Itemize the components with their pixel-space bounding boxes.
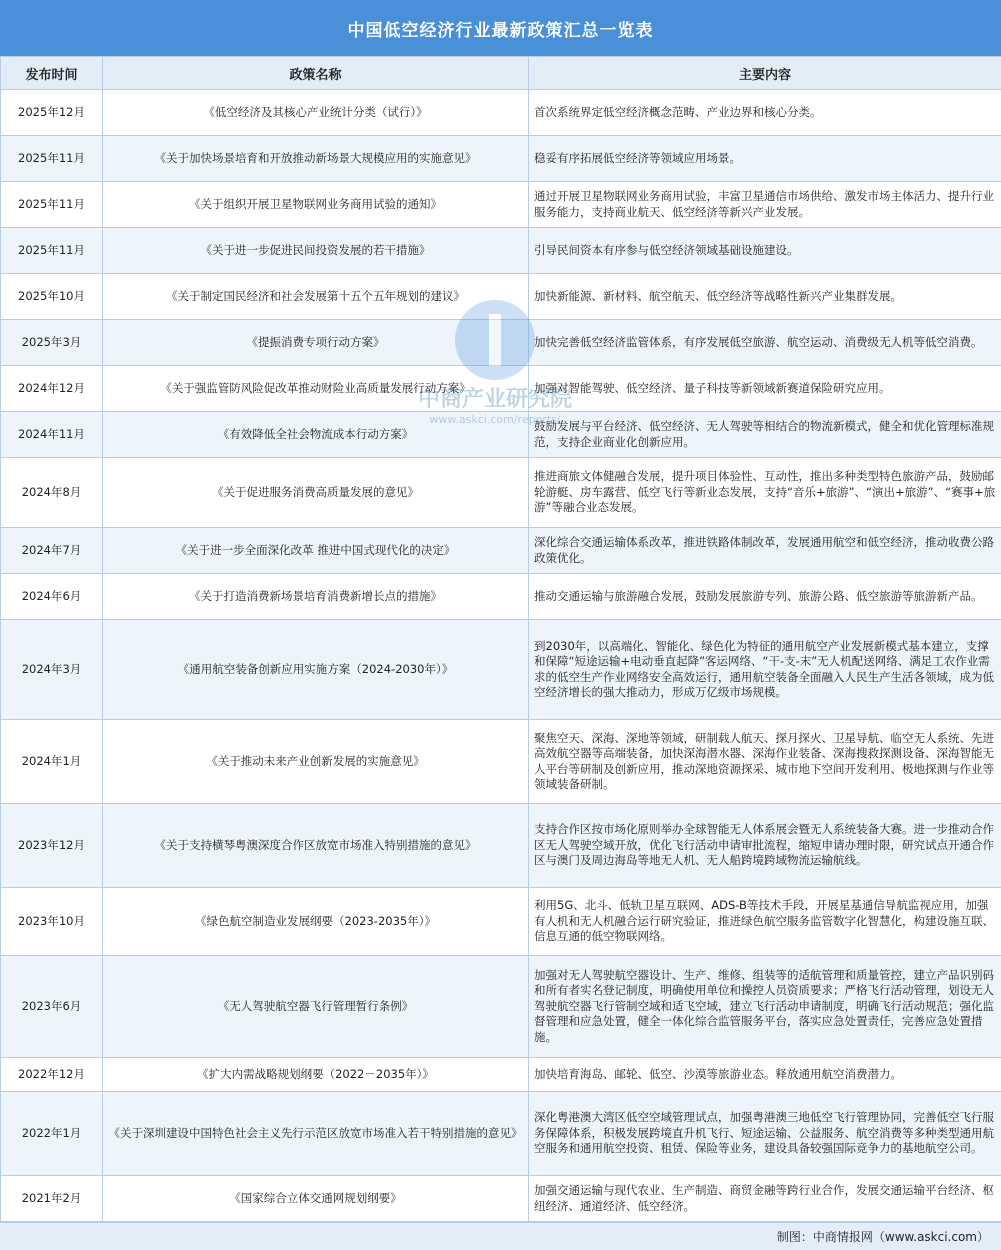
- policy-table: [0, 56, 1001, 1222]
- row-date: 2022年12月: [1, 1058, 103, 1092]
- row-content: 加快新能源、新材料、航空航天、低空经济等战略性新兴产业集群发展。: [529, 274, 1001, 320]
- table-row: [1, 620, 1001, 720]
- row-date: 2025年3月: [1, 320, 103, 366]
- row-policy-name: 《关于进一步促进民间投资发展的若干措施》: [103, 228, 529, 274]
- row-content: 支持合作区按市场化原则举办全球智能无人体系展会暨无人系统装备大赛。进一步推动合作区无人驾驶空域开放，优化飞行活动申请审批流程，缩短申请办理时限，研究试点开通合作区与澳门及周边海岛等地无人机、无人船跨境跨域物流运输航线。: [529, 804, 1001, 888]
- row-content: 加快培育海岛、邮轮、低空、沙漠等旅游业态。释放通用航空消费潜力。: [529, 1058, 1001, 1092]
- row-policy-name: 《通用航空装备创新应用实施方案（2024-2030年）》: [103, 620, 529, 720]
- row-date: 2024年1月: [1, 720, 103, 804]
- row-date: 2024年12月: [1, 366, 103, 412]
- row-policy-name: 《绿色航空制造业发展纲要（2023-2035年）》: [103, 888, 529, 956]
- source-footer: 制图：中商情报网（www.askci.com）: [0, 1222, 1001, 1250]
- table-row: [1, 1176, 1001, 1222]
- row-policy-name: 《关于推动未来产业创新发展的实施意见》: [103, 720, 529, 804]
- row-policy-name: 《关于制定国民经济和社会发展第十五个五年规划的建议》: [103, 274, 529, 320]
- row-date: 2025年11月: [1, 228, 103, 274]
- row-date: 2023年10月: [1, 888, 103, 956]
- row-policy-name: 《关于进一步全面深化改革 推进中国式现代化的决定》: [103, 528, 529, 574]
- row-date: 2025年11月: [1, 136, 103, 182]
- row-date: 2023年6月: [1, 956, 103, 1058]
- row-policy-name: 《关于支持横琴粤澳深度合作区放宽市场准入特别措施的意见》: [103, 804, 529, 888]
- row-content: 深化粤港澳大湾区低空空域管理试点，加强粤港澳三地低空飞行管理协同，完善低空飞行服务保障体系，积极发展跨境直升机飞行、短途运输、公益服务、航空消费等多种类型通用航空服务和通用航空投资、租赁、保险等业务，建设具备较强国际竞争力的基地航空公司。: [529, 1092, 1001, 1176]
- row-date: 2024年8月: [1, 458, 103, 528]
- table-row: [1, 574, 1001, 620]
- table-row: [1, 320, 1001, 366]
- row-content: 稳妥有序拓展低空经济等领域应用场景。: [529, 136, 1001, 182]
- row-content: 聚焦空天、深海、深地等领域，研制载人航天、探月探火、卫星导航、临空无人系统、先进高效航空器等高端装备，加快深海潜水器、深海作业装备、深海搜救探测设备、深海智能无人平台等研制及创新应用，推动深地资源探采、城市地下空间开发利用、极地探测与作业等领域装备研制。: [529, 720, 1001, 804]
- table-row: [1, 412, 1001, 458]
- watermark-name: 中商产业研究院: [417, 387, 572, 412]
- row-date: 2025年11月: [1, 182, 103, 228]
- table-row: [1, 956, 1001, 1058]
- table-row: [1, 136, 1001, 182]
- table-header-row: [1, 57, 1001, 90]
- row-content: 推动交通运输与旅游融合发展，鼓励发展旅游专列、旅游公路、低空旅游等旅游新产品。: [529, 574, 1001, 620]
- row-policy-name: 《关于深圳建设中国特色社会主义先行示范区放宽市场准入若干特别措施的意见》: [103, 1092, 529, 1176]
- row-date: 2024年3月: [1, 620, 103, 720]
- row-content: 引导民间资本有序参与低空经济领域基础设施建设。: [529, 228, 1001, 274]
- row-date: 2025年12月: [1, 90, 103, 136]
- table-row: [1, 804, 1001, 888]
- row-date: 2024年11月: [1, 412, 103, 458]
- table-row: [1, 1058, 1001, 1092]
- row-content: 推进商旅文体健融合发展，提升项目体验性、互动性，推出多种类型特色旅游产品，鼓励邮轮游艇、房车露营、低空飞行等新业态发展，支持“音乐+旅游”、“演出+旅游”、“赛事+旅游”等融合业态发展。: [529, 458, 1001, 528]
- table-row: [1, 366, 1001, 412]
- row-date: 2024年7月: [1, 528, 103, 574]
- row-policy-name: 《关于打造消费新场景培育消费新增长点的措施》: [103, 574, 529, 620]
- row-content: 到2030年，以高端化、智能化、绿色化为特征的通用航空产业发展新模式基本建立，支撑和保障“短途运输+电动垂直起降”客运网络、“干-支-末”无人机配送网络、满足工农作业需求的低空生产作业网络安全高效运行，通用航空装备全面融入人民生产生活各领域，成为低空经济增长的强大推动力，形成万亿级市场规模。: [529, 620, 1001, 720]
- row-date: 2023年12月: [1, 804, 103, 888]
- table-row: [1, 228, 1001, 274]
- row-content: 通过开展卫星物联网业务商用试验，丰富卫星通信市场供给、激发市场主体活力、提升行业服务能力，支持商业航天、低空经济等新兴产业发展。: [529, 182, 1001, 228]
- row-content: 利用5G、北斗、低轨卫星互联网、ADS-B等技术手段，开展星基通信导航监视应用，加强有人机和无人机融合运行研究验证，推进绿色航空服务监管数字化智慧化，构建设施互联、信息互通的低空物联网络。: [529, 888, 1001, 956]
- row-policy-name: 《关于加快场景培育和开放推动新场景大规模应用的实施意见》: [103, 136, 529, 182]
- row-policy-name: 《无人驾驶航空器飞行管理暂行条例》: [103, 956, 529, 1058]
- table-row: [1, 458, 1001, 528]
- row-content: 加强交通运输与现代农业、生产制造、商贸金融等跨行业合作，发展交通运输平台经济、枢纽经济、通道经济、低空经济。: [529, 1176, 1001, 1222]
- row-date: 2021年2月: [1, 1176, 103, 1222]
- page-title: 中国低空经济行业最新政策汇总一览表: [0, 0, 1001, 56]
- row-policy-name: 《关于组织开展卫星物联网业务商用试验的通知》: [103, 182, 529, 228]
- watermark-url: www.askci.com/reports/: [429, 413, 561, 426]
- row-policy-name: 《关于强监管防风险促改革推动财险业高质量发展行动方案》: [103, 366, 529, 412]
- table-row: [1, 274, 1001, 320]
- header-date: 发布时间: [1, 57, 103, 90]
- row-policy-name: 《扩大内需战略规划纲要（2022－2035年）》: [103, 1058, 529, 1092]
- row-content: 首次系统界定低空经济概念范畴、产业边界和核心分类。: [529, 90, 1001, 136]
- row-content: 鼓励发展与平台经济、低空经济、无人驾驶等相结合的物流新模式，健全和优化管理标准规范，支持企业商业化创新应用。: [529, 412, 1001, 458]
- row-date: 2025年10月: [1, 274, 103, 320]
- row-policy-name: 《关于促进服务消费高质量发展的意见》: [103, 458, 529, 528]
- row-content: 加快完善低空经济监管体系，有序发展低空旅游、航空运动、消费级无人机等低空消费。: [529, 320, 1001, 366]
- table-row: [1, 720, 1001, 804]
- table-row: [1, 888, 1001, 956]
- table-row: [1, 528, 1001, 574]
- row-date: 2024年6月: [1, 574, 103, 620]
- header-name: 政策名称: [103, 57, 529, 90]
- row-content: 加强对智能驾驶、低空经济、量子科技等新领域新赛道保险研究应用。: [529, 366, 1001, 412]
- table-row: [1, 90, 1001, 136]
- row-policy-name: 《有效降低全社会物流成本行动方案》: [103, 412, 529, 458]
- row-policy-name: 《提振消费专项行动方案》: [103, 320, 529, 366]
- header-content: 主要内容: [529, 57, 1001, 90]
- row-content: 深化综合交通运输体系改革，推进铁路体制改革，发展通用航空和低空经济，推动收费公路政策优化。: [529, 528, 1001, 574]
- table-row: [1, 1092, 1001, 1176]
- row-policy-name: 《国家综合立体交通网规划纲要》: [103, 1176, 529, 1222]
- row-date: 2022年1月: [1, 1092, 103, 1176]
- row-policy-name: 《低空经济及其核心产业统计分类（试行）》: [103, 90, 529, 136]
- row-content: 加强对无人驾驶航空器设计、生产、维修、组装等的适航管理和质量管控，建立产品识别码和所有者实名登记制度，明确使用单位和操控人员资质要求；严格飞行活动管理，划设无人驾驶航空器飞行管制空域和适飞空域，建立飞行活动申请制度，明确飞行活动规范；强化监督管理和应急处置，健全一体化综合监管服务平台，落实应急处置责任，完善应急处置措施。: [529, 956, 1001, 1058]
- table-row: [1, 182, 1001, 228]
